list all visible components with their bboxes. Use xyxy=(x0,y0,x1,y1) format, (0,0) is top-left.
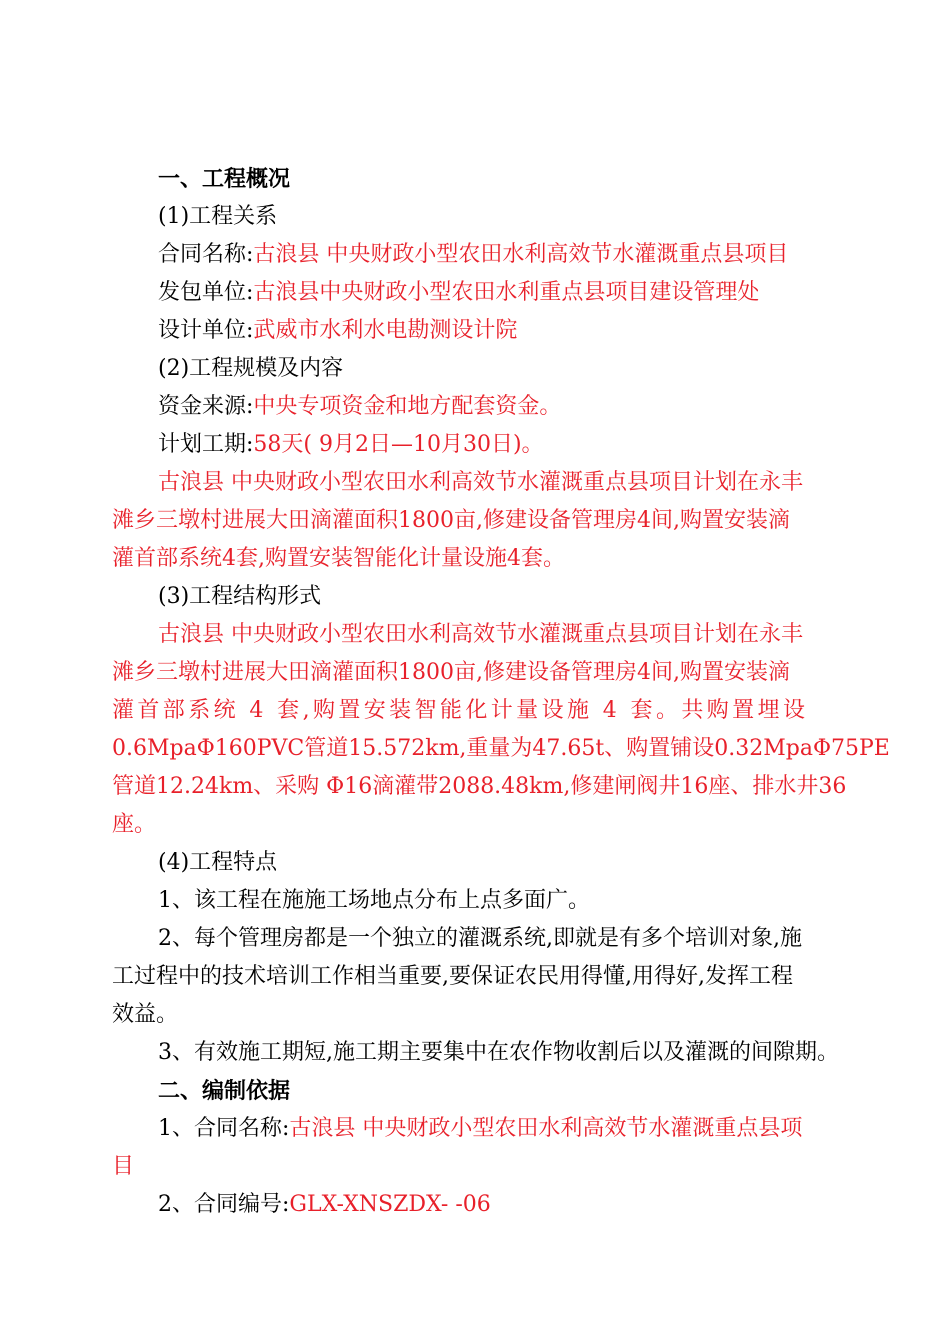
structure-paragraph-line: 灌首部系统 4 套,购置安装智能化计量设施 4 套。共购置埋设 xyxy=(112,698,809,723)
client-value: 古浪县中央财政小型农田水利重点县项目建设管理处 xyxy=(253,280,760,305)
contract-name-value: 古浪县 中央财政小型农田水利高效节水灌溉重点县项目 xyxy=(253,242,789,267)
document-page xyxy=(112,160,890,1224)
section-heading-overview: 一、工程概况 xyxy=(158,166,291,192)
structure-paragraph-line: 0.6MpaΦ160PVC管道15.572km,重量为47.65t、购置铺设0.32MpaΦ75PE xyxy=(112,736,890,761)
section-heading-basis: 二、编制依据 xyxy=(158,1078,291,1104)
scale-paragraph xyxy=(112,464,860,578)
basis-contract-label: 1、合同名称: xyxy=(158,1116,290,1141)
feature-item-2-line: 2、每个管理房都是一个独立的灌溉系统,即就是有多个培训对象,施 xyxy=(158,926,802,951)
basis-contract-value: 古浪县 中央财政小型农田水利高效节水灌溉重点县项 xyxy=(289,1116,803,1141)
planned-period-row xyxy=(112,426,860,464)
feature-item-2 xyxy=(112,920,860,1034)
subheading-scale-content: (2)工程规模及内容 xyxy=(158,356,344,381)
fund-source-label: 资金来源: xyxy=(158,394,254,419)
basis-contract-no-label: 2、合同编号: xyxy=(158,1192,290,1217)
structure-paragraph xyxy=(112,616,890,844)
fund-source-value: 中央专项资金和地方配套资金。 xyxy=(253,394,562,419)
basis-item-1 xyxy=(112,1110,860,1186)
scale-paragraph-line: 灌首部系统4套,购置安装智能化计量设施4套。 xyxy=(112,546,565,571)
scale-paragraph-line: 滩乡三墩村进展大田滴灌面积1800亩,修建设备管理房4间,购置安装滴 xyxy=(112,508,790,533)
designer-value: 武威市水利水电勘测设计院 xyxy=(253,318,518,343)
designer-row xyxy=(112,312,860,350)
basis-item-2 xyxy=(112,1186,860,1224)
subheading-features: (4)工程特点 xyxy=(158,850,278,875)
feature-item-2-line: 效益。 xyxy=(112,1002,179,1027)
basis-contract-no-value: GLX-XNSZDX- -06 xyxy=(289,1192,491,1217)
contract-name-label: 合同名称: xyxy=(158,242,254,267)
contract-name-row xyxy=(112,236,860,274)
client-row xyxy=(112,274,860,312)
planned-period-label: 计划工期: xyxy=(158,432,254,457)
fund-source-row xyxy=(112,388,860,426)
feature-item-2-line: 工过程中的技术培训工作相当重要,要保证农民用得懂,用得好,发挥工程 xyxy=(112,964,793,989)
feature-item-1: 1、该工程在施施工场地点分布上点多面广。 xyxy=(158,888,590,913)
structure-paragraph-line: 滩乡三墩村进展大田滴灌面积1800亩,修建设备管理房4间,购置安装滴 xyxy=(112,660,790,685)
feature-item-3: 3、有效施工期短,施工期主要集中在农作物收割后以及灌溉的间隙期。 xyxy=(158,1040,839,1065)
structure-paragraph-line: 古浪县 中央财政小型农田水利高效节水灌溉重点县项目计划在永丰 xyxy=(158,622,803,647)
client-label: 发包单位: xyxy=(158,280,254,305)
designer-label: 设计单位: xyxy=(158,318,254,343)
structure-paragraph-line: 管道12.24km、采购 Φ16滴灌带2088.48km,修建闸阀井16座、排水井36 xyxy=(112,774,847,799)
planned-period-value: 58天( 9月2日—10月30日)。 xyxy=(253,432,544,457)
basis-contract-value-cont: 目 xyxy=(112,1154,135,1179)
scale-paragraph-line: 古浪县 中央财政小型农田水利高效节水灌溉重点县项目计划在永丰 xyxy=(158,470,803,495)
subheading-structure: (3)工程结构形式 xyxy=(158,584,322,609)
basis-item-1-line xyxy=(112,1110,860,1148)
structure-paragraph-line: 座。 xyxy=(112,812,157,837)
subheading-project-relations: (1)工程关系 xyxy=(158,204,278,229)
